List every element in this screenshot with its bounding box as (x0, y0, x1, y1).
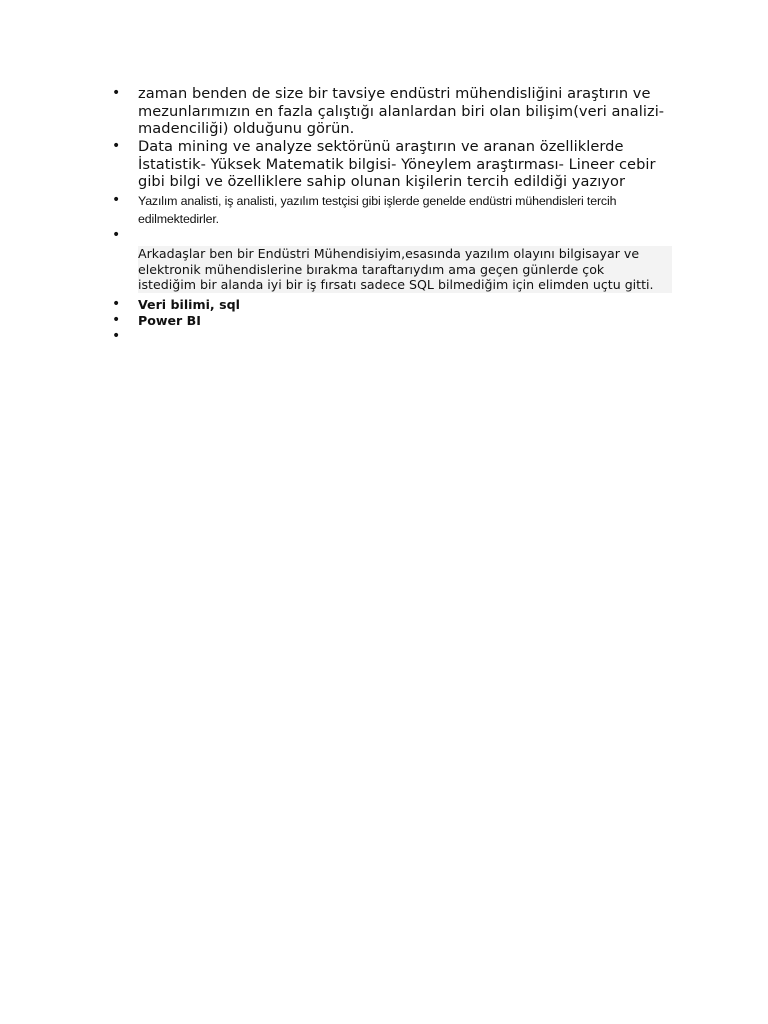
list-item (112, 192, 672, 228)
text-line: istediğim bir alanda iyi bir iş fırsatı sadece SQL bilmediğim için elimden uçtu gitti. (138, 277, 654, 292)
text-line: edilmektedirler. (138, 212, 219, 226)
list-item-text (138, 246, 672, 293)
list-item (112, 138, 672, 191)
list-item (112, 229, 672, 293)
list-item (112, 85, 672, 138)
text-line: Data mining ve analyze sektörünü araştırın ve aranan özelliklerde (138, 138, 624, 155)
bullet-icon: • (112, 138, 121, 154)
text-line: zaman benden de size bir tavsiye endüstri mühendisliğini araştırın ve (138, 85, 651, 102)
bullet-list (112, 85, 672, 345)
bullet-icon: • (112, 295, 121, 312)
bullet-icon: • (112, 192, 121, 208)
list-item-text (138, 138, 672, 191)
text-line: Arkadaşlar ben bir Endüstri Mühendisiyim,esasında yazılım olayını bilgisayar ve (138, 246, 640, 261)
text-line: gibi bilgi ve özelliklere sahip olunan kişilerin tercih edildiği yazıyor (138, 173, 626, 190)
text-line: İstatistik- Yüksek Matematik bilgisi- Yöneylem araştırması- Lineer cebir (138, 155, 656, 173)
list-item-text (138, 192, 672, 228)
list-item (112, 329, 672, 345)
bullet-icon: • (112, 327, 121, 344)
list-item-text: Veri bilimi, sql (138, 296, 240, 312)
list-item-text: Power BI (138, 312, 201, 328)
text-line: Yazılım analisti, iş analisti, yazılım testçisi gibi işlerde genelde endüstri mühendisleri tercih (138, 194, 617, 208)
text-line: elektronik mühendislerine bırakma taraftarıydım ama geçen günlerde çok (138, 261, 605, 277)
empty-line (138, 229, 672, 246)
list-item-text (138, 85, 672, 138)
text-line: madenciliği) olduğunu görün. (138, 120, 355, 137)
list-item (112, 313, 672, 329)
text-line: mezunlarımızın en fazla çalıştığı alanlardan biri olan bilişim(veri analizi- (138, 102, 665, 120)
bullet-icon: • (112, 227, 121, 243)
bullet-icon: • (112, 311, 121, 328)
bullet-icon: • (112, 85, 121, 101)
list-item (112, 297, 672, 313)
